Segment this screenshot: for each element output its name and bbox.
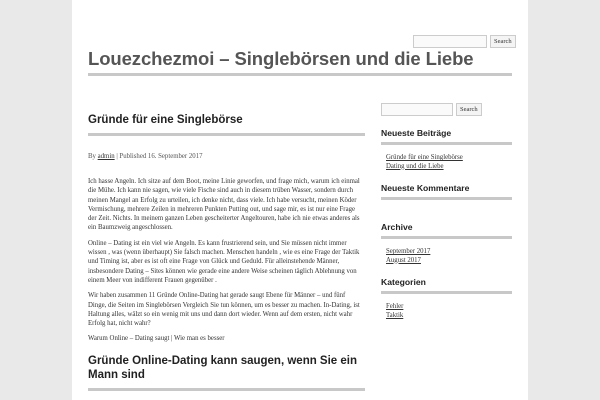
- categories-divider: [381, 291, 512, 294]
- page: [72, 0, 528, 400]
- recent-post-link[interactable]: Gründe für eine Singlebörse: [386, 154, 463, 161]
- list-item: [386, 312, 512, 321]
- list-item: [386, 248, 512, 257]
- post-paragraph: Warum Online – Dating saugt | Wie man es besser: [88, 335, 225, 343]
- list-item: [386, 257, 512, 266]
- list-item: [386, 303, 512, 312]
- site-title[interactable]: Louezchezmoi – Singlebörsen und die Liebe: [88, 48, 474, 69]
- archive-title: Archive: [381, 222, 413, 232]
- meta-separator: |: [116, 153, 118, 160]
- author-link[interactable]: admin: [97, 153, 115, 160]
- list-item: [386, 154, 512, 163]
- archive-link[interactable]: August 2017: [386, 256, 421, 264]
- post-paragraph: Wir haben zusammen 11 Gründe Online-Dating hat gerade saugt Ebene für Männer – und fünf Dinge, die Seiten im Singlebörsen Vergleich Sie tun können, um es besser zu machen. In-Dating, ist Haltung alles, wälzt so ein wenig mit uns und dann dort wieder. Wenn auf dem ersten, nicht wahr Erfolg hat, nicht wahr?: [88, 292, 360, 328]
- categories-list: [386, 303, 512, 320]
- post-meta: [88, 153, 365, 160]
- sidebar-search: [381, 103, 512, 116]
- sidebar-search-input[interactable]: [381, 103, 453, 116]
- category-link[interactable]: Fehler: [386, 303, 404, 310]
- post-title-2-divider: [88, 388, 365, 391]
- recent-posts-title: Neueste Beiträge: [381, 128, 452, 138]
- header-search-button[interactable]: Search: [490, 35, 516, 48]
- recent-post-link[interactable]: Dating und die Liebe: [386, 162, 444, 170]
- sidebar: [381, 103, 512, 332]
- post-paragraph: Ich hasse Angeln. Ich sitze auf dem Boot, meine Linie geworfen, und frage mich, warum ich einmal die Mühe. Ich kann nie sagen, wie viele Fische sind auch in diesem trüben Wasser, sondern durch meinen Mangel an Erfolg zu urteilen, ich denke nicht, dass viele. Ich habe versucht, meinen Köder Vermischung, mehrere Zeilen in mehreren Punkten Putting out, und sage mir, es ist nur eine Frage der Zeit. Nichts. In meinem ganzen Leben gescheiterter Angeltouren, habe ich nie etwas anderes als ein Baumzweig angeschlossen.: [88, 178, 360, 232]
- main-content: [88, 113, 365, 391]
- header-search: [413, 35, 516, 48]
- recent-comments-title: Neueste Kommentare: [381, 183, 470, 193]
- meta-by: By: [88, 153, 96, 160]
- post-title-2[interactable]: Gründe Online-Dating kann saugen, wenn Sie ein Mann sind: [88, 354, 358, 381]
- post-paragraph: Online – Dating ist ein viel wie Angeln. Es kann frustrierend sein, und Sie müssen nicht immer wissen , was (wenn überhaupt) Sie falsch machen. Menschen handeln , wie es eine Frage der Taktik und Timing ist, aber es ist oft eine Frage von Glück und Geduld. Für alleinstehende Männer, insbesondere Dating – Sites können wie gerade eine andere Weise scheinen täglich Ablehnung von einem Meer von indifferent Frauen gegenüber .: [88, 239, 360, 284]
- categories-title: Kategorien: [381, 277, 426, 287]
- published-date: Published 16. September 2017: [119, 153, 203, 160]
- archive-link[interactable]: September 2017: [386, 248, 431, 255]
- sidebar-search-button[interactable]: Search: [456, 103, 482, 116]
- archive-divider: [381, 236, 512, 239]
- recent-posts-list: [386, 154, 512, 171]
- post-title-divider: [88, 133, 365, 136]
- list-item: [386, 163, 512, 172]
- category-link[interactable]: Taktik: [386, 311, 404, 319]
- header-divider: [88, 73, 512, 76]
- header-search-input[interactable]: [413, 35, 487, 48]
- post-title[interactable]: Gründe für eine Singlebörse: [88, 114, 243, 126]
- archive-list: [386, 248, 512, 265]
- recent-posts-divider: [381, 142, 512, 145]
